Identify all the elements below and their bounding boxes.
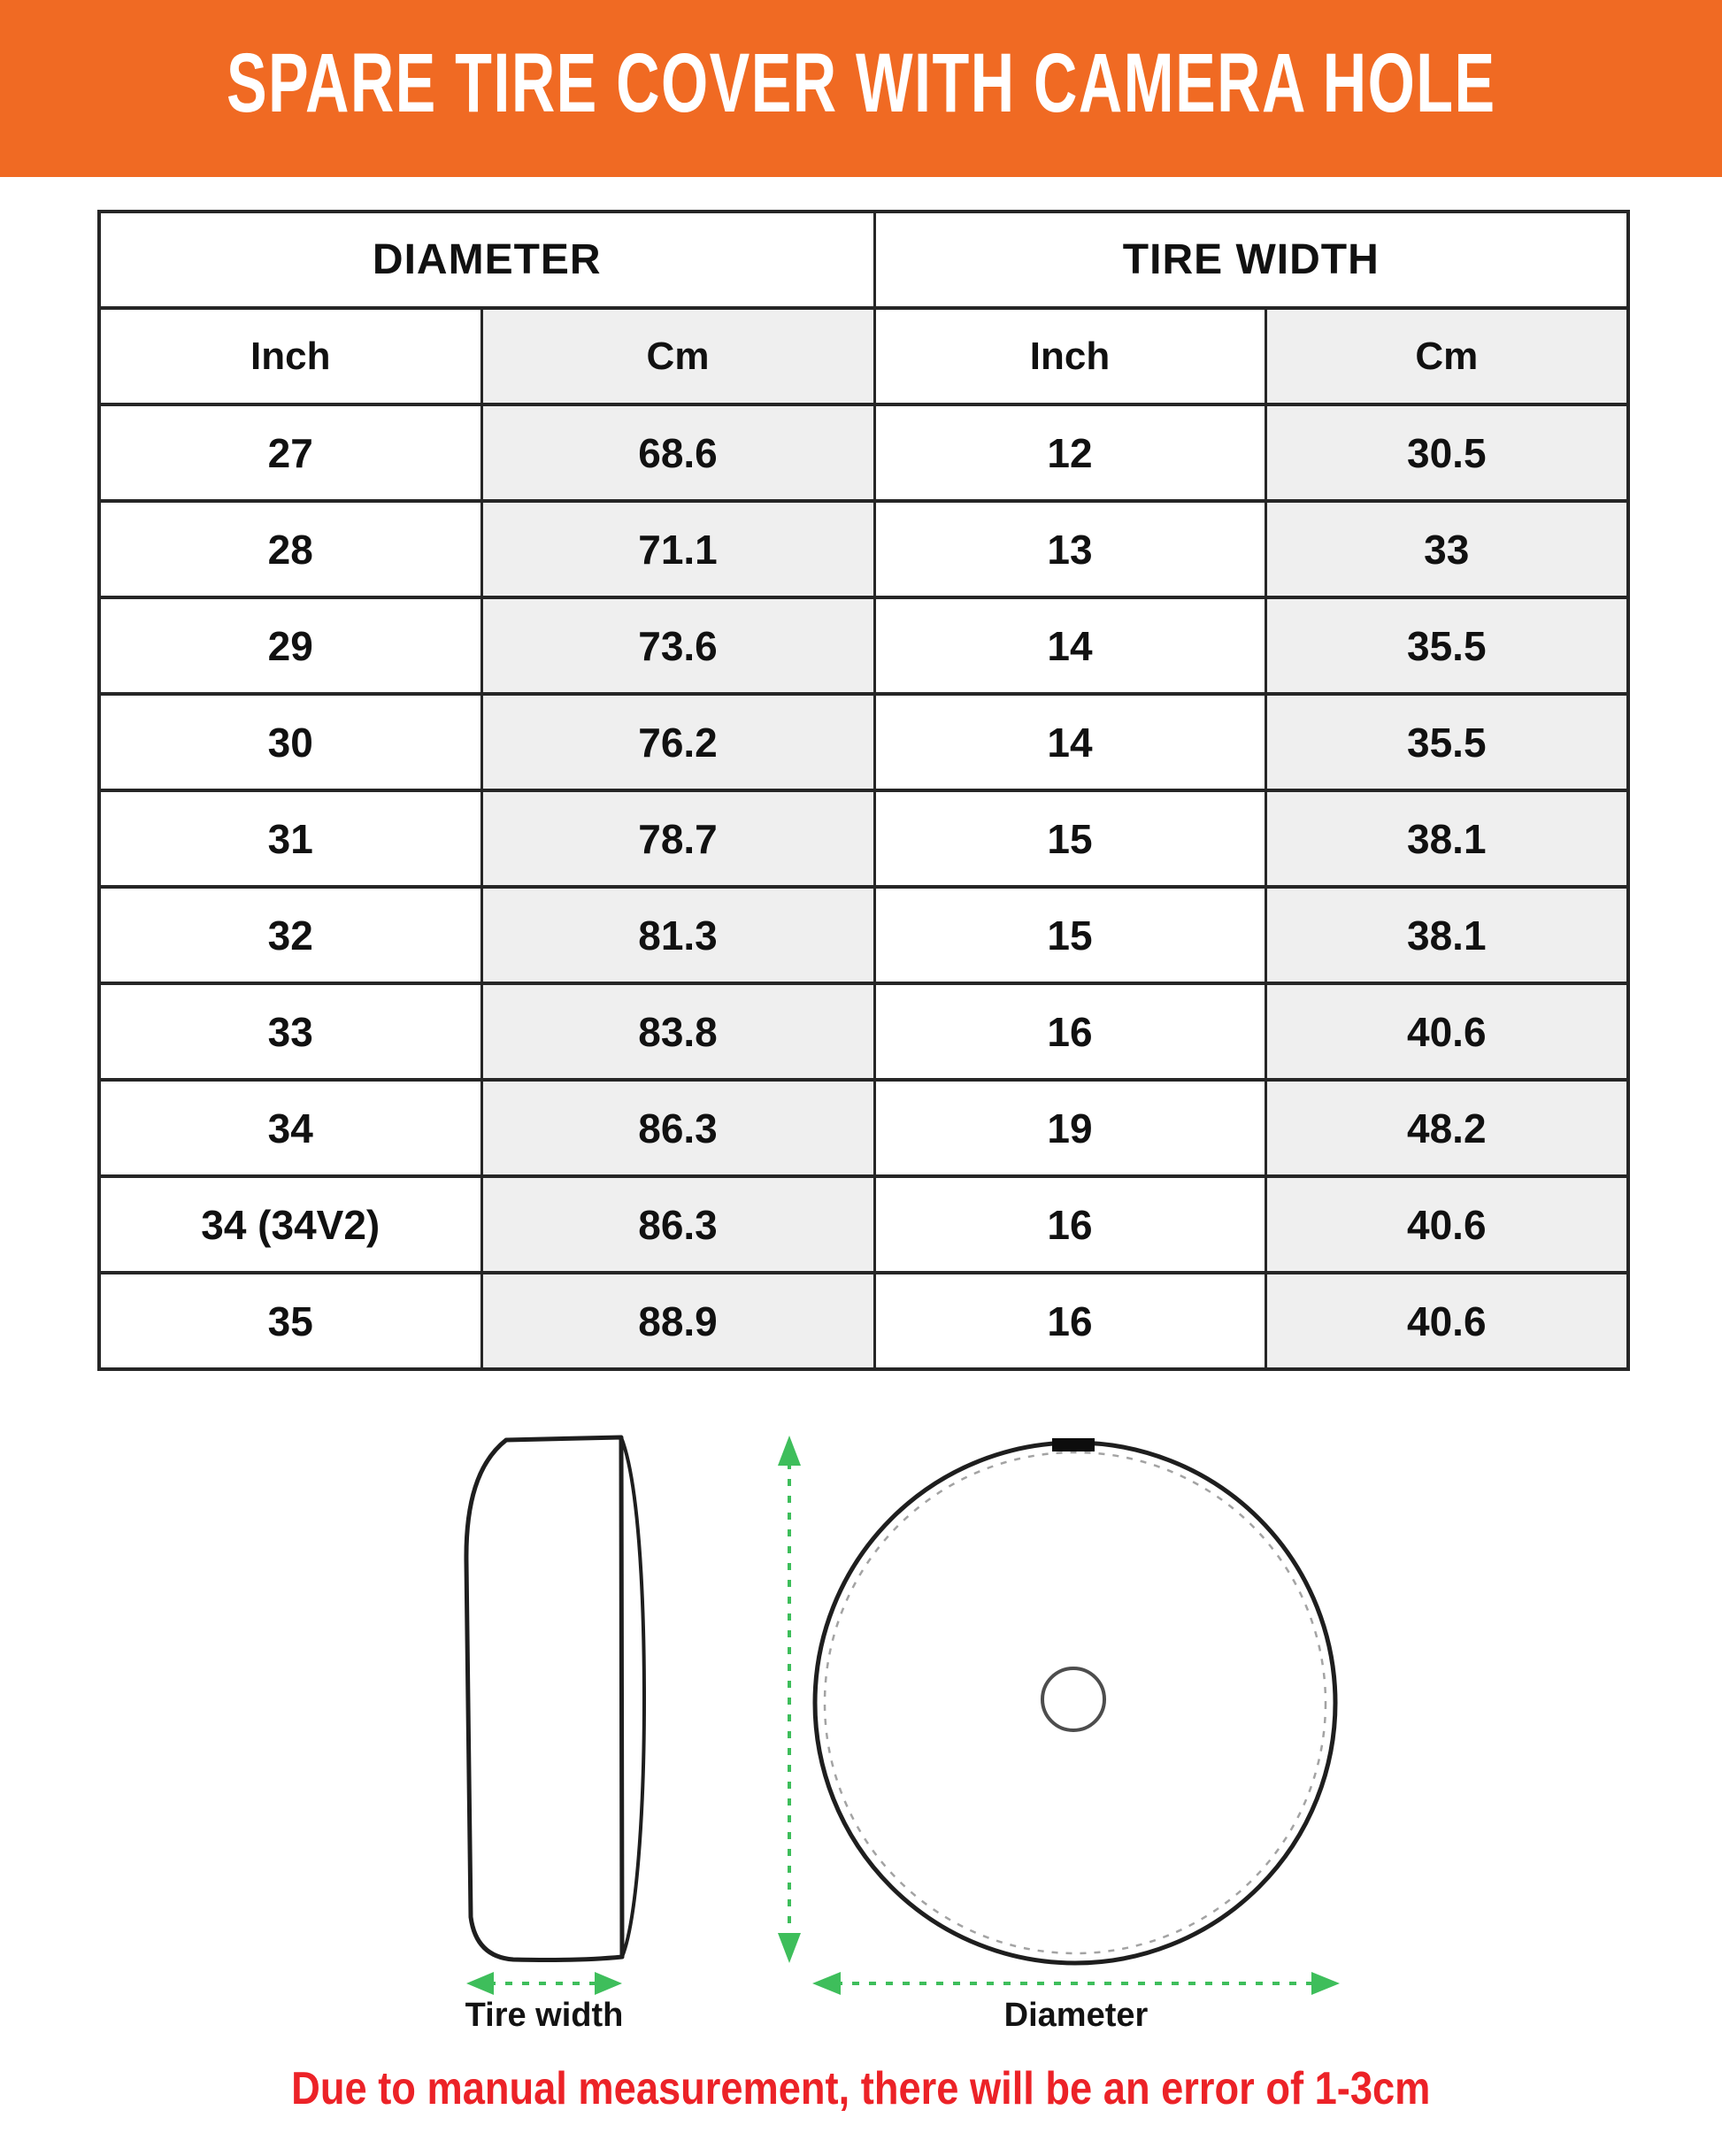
table-cell: 34 (34V2) <box>99 1176 481 1273</box>
table-row <box>99 790 1628 887</box>
header-banner <box>0 0 1722 177</box>
table-cell: 38.1 <box>1265 887 1628 983</box>
table-cell: 40.6 <box>1265 1176 1628 1273</box>
group-header-tire-width: TIRE WIDTH <box>874 212 1628 308</box>
note-text: Due to manual measurement, there will be an error of 1-3cm <box>291 2063 1431 2114</box>
table-cell: 35.5 <box>1265 694 1628 790</box>
size-table <box>97 210 1630 1371</box>
tire-width-label: Tire width <box>465 1997 624 2034</box>
table-cell: 19 <box>874 1080 1265 1176</box>
column-header-inch-1: Inch <box>99 308 481 404</box>
table-cell: 86.3 <box>481 1176 874 1273</box>
diameter-label: Diameter <box>1003 1997 1149 2034</box>
table-cell: 15 <box>874 790 1265 887</box>
table-cell: 34 <box>99 1080 481 1176</box>
table-cell: 16 <box>874 1273 1265 1369</box>
table-cell: 27 <box>99 404 481 501</box>
table-row <box>99 694 1628 790</box>
table-cell: 12 <box>874 404 1265 501</box>
table-subheader-row <box>99 308 1628 404</box>
hub-circle <box>1042 1668 1104 1730</box>
table-cell: 38.1 <box>1265 790 1628 887</box>
table-cell: 14 <box>874 694 1265 790</box>
table-cell: 40.6 <box>1265 1273 1628 1369</box>
table-cell: 16 <box>874 983 1265 1080</box>
column-header-inch-2: Inch <box>874 308 1265 404</box>
camera-hole-marker <box>1052 1438 1095 1451</box>
page-title: SPARE TIRE COVER WITH CAMERA HOLE <box>226 35 1496 130</box>
table-cell: 78.7 <box>481 790 874 887</box>
column-header-cm-2: Cm <box>1265 308 1628 404</box>
diameter-arrow <box>812 1972 1340 1995</box>
table-cell: 40.6 <box>1265 983 1628 1080</box>
table-row <box>99 983 1628 1080</box>
table-cell: 31 <box>99 790 481 887</box>
table-row <box>99 404 1628 501</box>
table-row <box>99 1176 1628 1273</box>
table-cell: 30.5 <box>1265 404 1628 501</box>
table-row <box>99 887 1628 983</box>
table-row <box>99 1080 1628 1176</box>
table-cell: 68.6 <box>481 404 874 501</box>
table-cell: 16 <box>874 1176 1265 1273</box>
column-header-cm-1: Cm <box>481 308 874 404</box>
table-cell: 71.1 <box>481 501 874 597</box>
table-cell: 14 <box>874 597 1265 694</box>
table-group-header-row <box>99 212 1628 308</box>
note <box>0 2062 1722 2115</box>
table-cell: 83.8 <box>481 983 874 1080</box>
table-cell: 13 <box>874 501 1265 597</box>
diameter-vertical-arrow <box>778 1436 801 1963</box>
tire-side-view-icon <box>466 1437 644 1960</box>
tire-front-view-icon <box>815 1438 1335 1963</box>
table-cell: 35 <box>99 1273 481 1369</box>
table-cell: 28 <box>99 501 481 597</box>
table-cell: 32 <box>99 887 481 983</box>
table-cell: 29 <box>99 597 481 694</box>
table-cell: 73.6 <box>481 597 874 694</box>
table-row <box>99 501 1628 597</box>
table-cell: 33 <box>1265 501 1628 597</box>
table-cell: 33 <box>99 983 481 1080</box>
table-row <box>99 597 1628 694</box>
group-header-diameter: DIAMETER <box>99 212 874 308</box>
table-cell: 30 <box>99 694 481 790</box>
table-row <box>99 1273 1628 1369</box>
table-cell: 81.3 <box>481 887 874 983</box>
table-cell: 86.3 <box>481 1080 874 1176</box>
table-cell: 88.9 <box>481 1273 874 1369</box>
table-cell: 35.5 <box>1265 597 1628 694</box>
table-cell: 15 <box>874 887 1265 983</box>
table-body <box>99 404 1628 1369</box>
tire-width-arrow <box>466 1972 622 1995</box>
table-cell: 76.2 <box>481 694 874 790</box>
table-cell: 48.2 <box>1265 1080 1628 1176</box>
